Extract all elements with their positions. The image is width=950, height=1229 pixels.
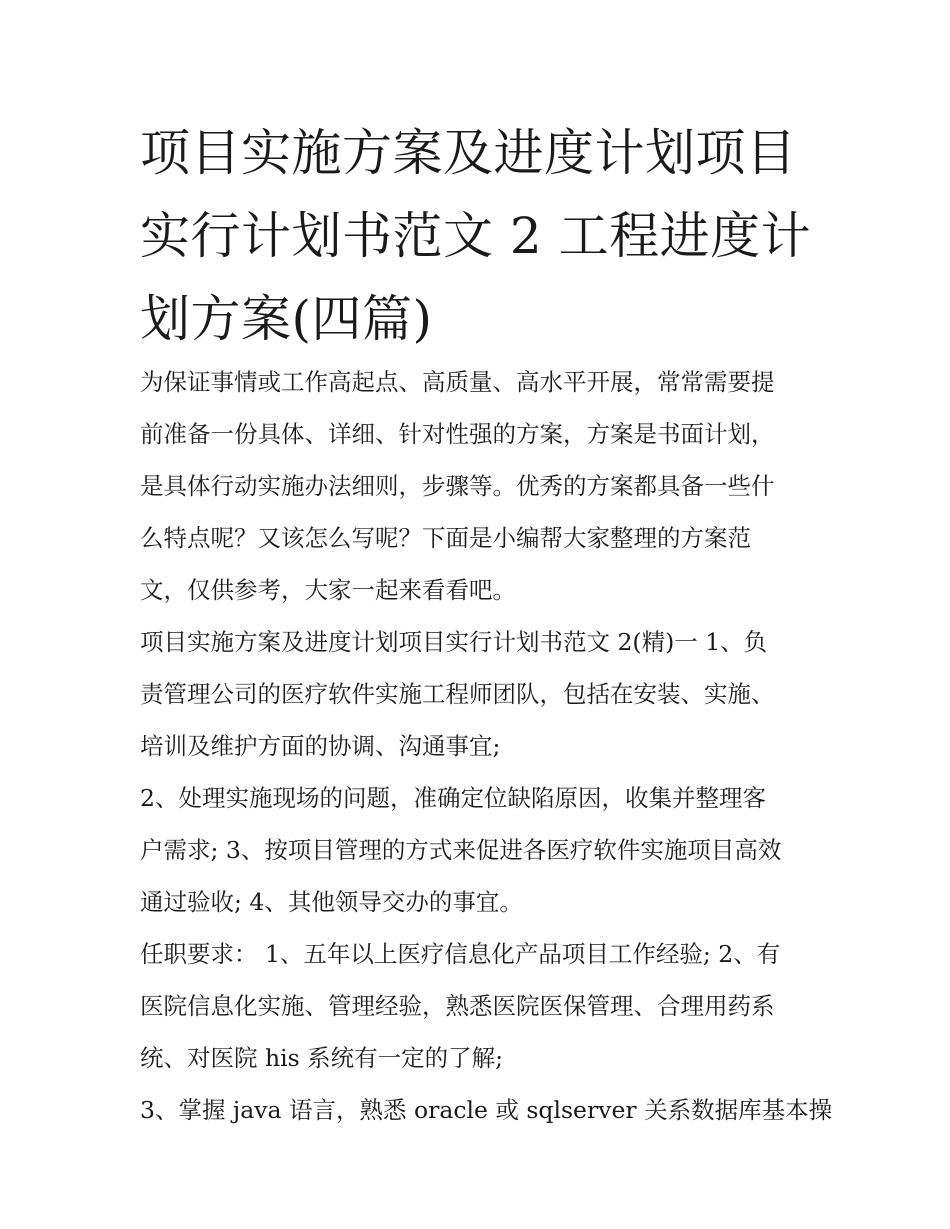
document-body [140, 356, 833, 1136]
text-line: 统、对医院 his 系统有一定的了解; [140, 1044, 504, 1072]
duties-continued-paragraph [140, 772, 820, 928]
text-line: 通过验收; 4、其他领导交办的事宜。 [140, 888, 523, 916]
text-line: 项目实施方案及进度计划项目实行计划书范文 2(精)一 1、负 [140, 628, 768, 656]
text-line: 文，仅供参考，大家一起来看看吧。 [140, 576, 516, 604]
text-line: 3、掌握 java 语言，熟悉 oracle 或 sqlserver 关系数据库基本操 [140, 1096, 833, 1124]
document-title [140, 112, 820, 361]
text-line: 任职要求： 1、五年以上医疗信息化产品项目工作经验; 2、有 [140, 940, 781, 968]
text-line: 户需求; 3、按项目管理的方式来促进各医疗软件实施项目高效 [140, 836, 782, 864]
text-line: 是具体行动实施办法细则，步骤等。优秀的方案都具备一些什 [140, 472, 775, 500]
text-line: 为保证事情或工作高起点、高质量、高水平开展，常常需要提 [140, 368, 775, 396]
title-line: 项目实施方案及进度计划项目 [140, 124, 797, 182]
title-line: 实行计划书范文 2 工程进度计 [140, 207, 812, 265]
text-line: 责管理公司的医疗软件实施工程师团队，包括在安装、实施、 [140, 680, 775, 708]
text-line: 么特点呢？又该怎么写呢？下面是小编帮大家整理的方案范 [140, 524, 751, 552]
requirements-continued-paragraph [140, 1084, 833, 1136]
text-line: 2、处理实施现场的问题，准确定位缺陷原因，收集并整理客 [140, 784, 766, 812]
intro-paragraph [140, 356, 820, 616]
text-line: 培训及维护方面的协调、沟通事宜; [140, 732, 501, 760]
requirements-paragraph [140, 928, 820, 1084]
title-line: 划方案(四篇) [140, 290, 433, 348]
text-line: 医院信息化实施、管理经验，熟悉医院医保管理、合理用药系 [140, 992, 775, 1020]
duties-paragraph [140, 616, 820, 772]
text-line: 前准备一份具体、详细、针对性强的方案，方案是书面计划， [140, 420, 775, 448]
